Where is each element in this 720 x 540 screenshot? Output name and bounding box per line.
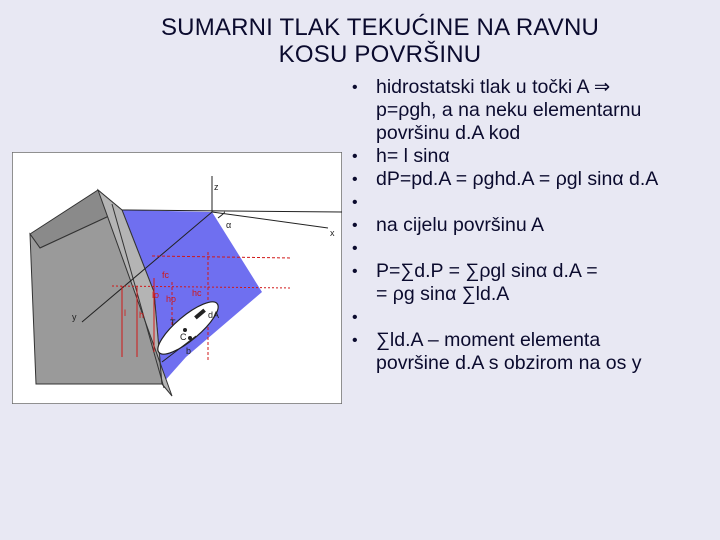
label-alpha: α [226, 220, 232, 230]
bullet-text-line: na cijelu površinu A [376, 214, 545, 236]
bullet-item [346, 76, 716, 145]
bullet-item [346, 214, 716, 237]
label-fc: fc [162, 270, 170, 280]
label-dA: dA [208, 310, 220, 320]
bullet-item [346, 260, 716, 306]
bullet-text-line: dP=pd.A = ρghd.A = ρgl sinα d.A [376, 168, 659, 190]
bullet-text-line: P=∑d.P = ∑ρgl sinα d.A = [376, 260, 598, 282]
bullet-dot-icon: • [352, 194, 358, 211]
label-l: l [124, 308, 126, 318]
label-hc: hc [192, 288, 202, 298]
bullet-dot-icon: • [352, 332, 358, 349]
bullet-item [346, 237, 716, 260]
bullet-dot-icon: • [352, 171, 358, 188]
bullet-text-line: površinu d.A kod [376, 122, 521, 144]
bullet-item [346, 329, 716, 375]
label-T: T [170, 318, 176, 328]
bullet-dot-icon: • [352, 240, 358, 257]
label-h: h [139, 310, 145, 320]
bullet-text-line: hidrostatski tlak u točki A ⇒ [376, 76, 611, 98]
label-lo: lo [152, 290, 160, 300]
label-x: x [330, 228, 335, 238]
bullet-dot-icon: • [352, 309, 358, 326]
bullet-text-line: površine d.A s obzirom na os y [376, 352, 642, 374]
bullet-item [346, 191, 716, 214]
bullet-item [346, 168, 716, 191]
bullet-dot-icon: • [352, 263, 358, 280]
bullet-list [346, 76, 716, 375]
bullet-item [346, 306, 716, 329]
title-line-2: KOSU POVRŠINU [278, 41, 482, 68]
label-b: b [186, 346, 192, 356]
bullet-text-line: ∑ld.A – moment elementa [376, 329, 601, 351]
label-C: C [180, 332, 187, 342]
bullet-text-line: = ρg sinα ∑ld.A [376, 283, 510, 305]
bullet-text-line: h= l sinα [376, 145, 450, 167]
inclined-surface-figure [12, 152, 342, 404]
label-ho: ho [166, 294, 177, 304]
bullet-dot-icon: • [352, 217, 358, 234]
label-z: z [214, 182, 219, 192]
bullet-text-line: p=ρgh, a na neku elementarnu [376, 99, 642, 121]
label-y: y [72, 312, 77, 322]
slide-title [60, 14, 700, 68]
title-line-1: SUMARNI TLAK TEKUĆINE NA RAVNU [160, 14, 600, 41]
bullet-dot-icon: • [352, 79, 358, 96]
bullet-item [346, 145, 716, 168]
bullet-dot-icon: • [352, 148, 358, 165]
